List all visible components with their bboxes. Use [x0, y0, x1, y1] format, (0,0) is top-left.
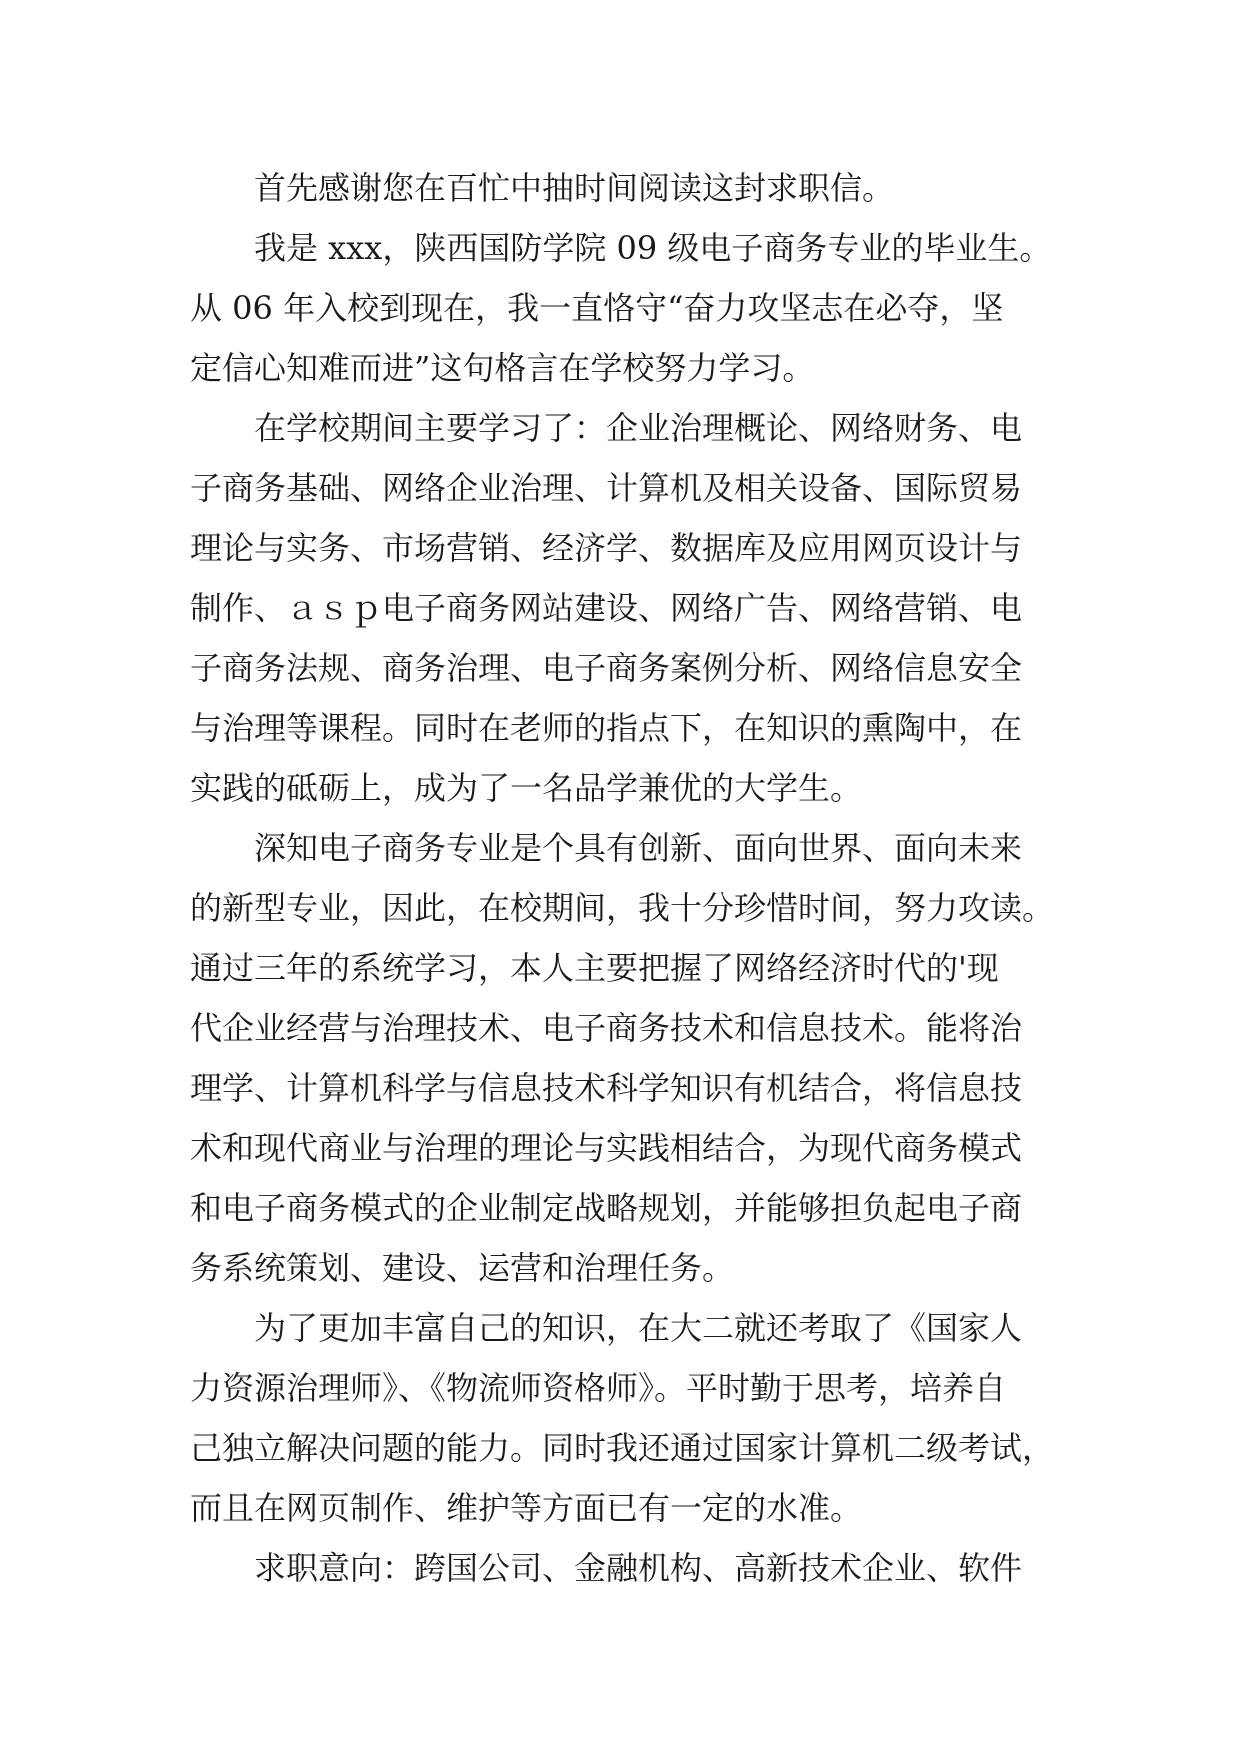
paragraph-line: 理学、计算机科学与信息技术科学知识有机结合，将信息技	[190, 1069, 1023, 1107]
paragraph-line: 务系统策划、建设、运营和治理任务。	[190, 1249, 735, 1287]
paragraph-line: 从 06 年入校到现在，我一直恪守“奋力攻坚志在必夺，坚	[190, 289, 1004, 327]
paragraph-line: 而且在网页制作、维护等方面已有一定的水准。	[190, 1489, 863, 1527]
paragraph-line: 通过三年的系统学习，本人主要把握了网络经济时代的'现	[190, 949, 999, 987]
paragraph-line: 理论与实务、市场营销、经济学、数据库及应用网页设计与	[190, 529, 1023, 567]
paragraph-line: 为了更加丰富自己的知识，在大二就还考取了《国家人	[254, 1309, 1023, 1347]
paragraph-line: 代企业经营与治理技术、电子商务技术和信息技术。能将治	[190, 1009, 1023, 1047]
paragraph-line: 制作、ａｓｐ电子商务网站建设、网络广告、网络营销、电	[190, 589, 1023, 627]
paragraph-line: 深知电子商务专业是个具有创新、面向世界、面向未来	[254, 829, 1023, 867]
paragraph-line: 己独立解决问题的能力。同时我还通过国家计算机二级考试，	[190, 1429, 1055, 1467]
paragraph-line: 我是 xxx，陕西国防学院 09 级电子商务专业的毕业生。	[254, 229, 1052, 267]
paragraph-line: 子商务基础、网络企业治理、计算机及相关设备、国际贸易	[190, 469, 1023, 507]
paragraph-line: 子商务法规、商务治理、电子商务案例分析、网络信息安全	[190, 649, 1023, 687]
paragraph-line: 首先感谢您在百忙中抽时间阅读这封求职信。	[254, 169, 895, 207]
paragraph-line: 定信心知难而进”这句格言在学校努力学习。	[190, 349, 815, 387]
paragraph-line: 力资源治理师》、《物流师资格师》。平时勤于思考，培养自	[190, 1369, 1007, 1407]
paragraph-line: 和电子商务模式的企业制定战略规划，并能够担负起电子商	[190, 1189, 1023, 1227]
paragraph-line: 实践的砥砺上，成为了一名品学兼优的大学生。	[190, 769, 863, 807]
paragraph-line: 求职意向：跨国公司、金融机构、高新技术企业、软件	[254, 1549, 1023, 1587]
letter-body	[190, 158, 1070, 1598]
paragraph-line: 在学校期间主要学习了：企业治理概论、网络财务、电	[254, 409, 1023, 447]
paragraph-line: 与治理等课程。同时在老师的指点下，在知识的熏陶中，在	[190, 709, 1023, 747]
paragraph-line: 的新型专业，因此，在校期间，我十分珍惜时间，努力攻读。	[190, 889, 1055, 927]
paragraph-line: 术和现代商业与治理的理论与实践相结合，为现代商务模式	[190, 1129, 1023, 1167]
